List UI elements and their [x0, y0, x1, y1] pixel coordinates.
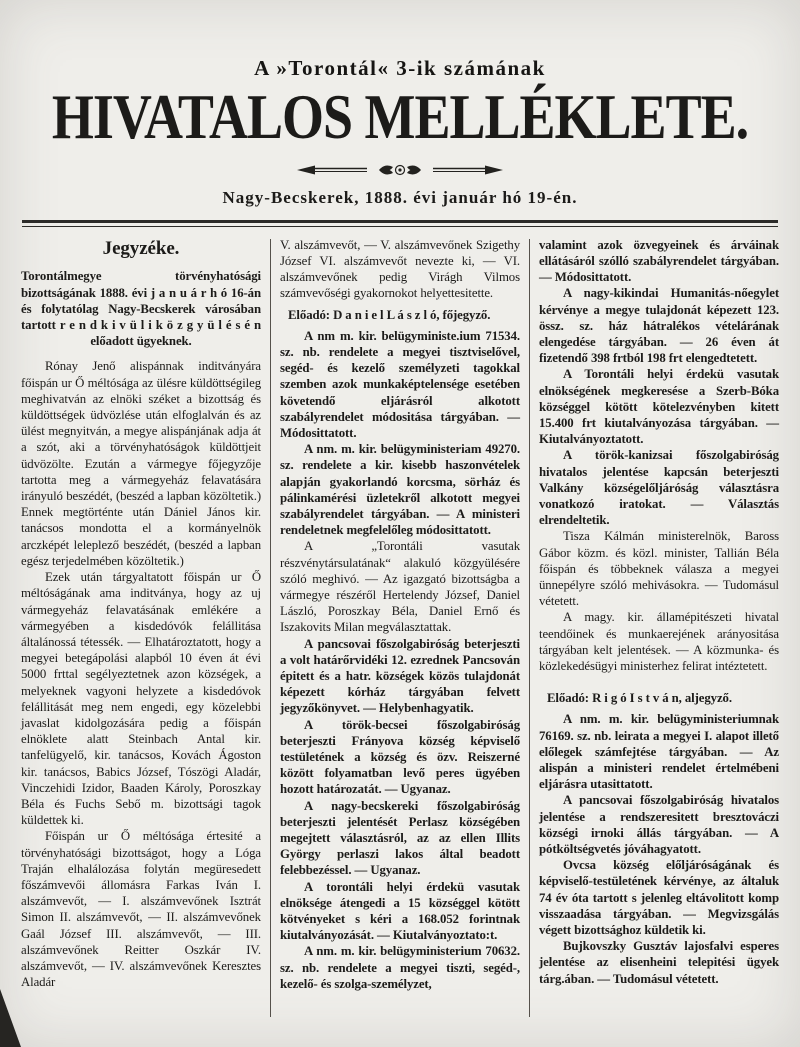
paragraph: Torontálmegye törvényhatósági bizottságának 1888. évi j a n u á r h ó 16-án és folytatólag Nagy-Becskerek városában tartott r e n d k i v ü l i k ö z g y ü l é s é n előadott ügyeknek. [21, 269, 261, 349]
paragraph: A Torontáli helyi érdekü vasutak elnökségének megkeresése a Szerb-Bóka községgel kötött kötelezvényben kitett 15.400 frt kiutalványozása tárgyában. — Kiutalványoztatott. [539, 367, 779, 447]
paragraph: A magy. kir. államépitészeti hivatal teendőinek és munkaerejének arányositása tárgyában kelt jelentések. — A közmunka- és közlekedésügyi ministerhez felirat intéztetett. [539, 610, 779, 673]
paragraph: Ezek után tárgyaltatott főispán ur Ő méltóságának ama inditványa, hogy az uj vármegyeház felavatásának emlékére a vármegyében a kisdedóvók felállitása általánossá tétessék. — Elhatároztatott, hogy a megyei betegápolási alapból 10 éven át évi 5000 frttal segélyeztetnek azon községek, a melyeknek vagyoni helyzete a kisdedóvok felállitását meg nem engedi, egy közelebbi javaslat kidolgozására pedig a főispán elnöklete alatt Steinbach Antal kir. tanfelügyelő, kir. tanácsos, Kovách Ágoston kir. tanácsos, Babics József, Tószögi Aladár, Vinczehidi Izidor, Baaden Károly, Poroszkay Béla és Fuchs Sebő m. bizottsági tagok küldettek ki. [21, 570, 261, 828]
column-left [12, 237, 270, 1017]
issue-line: A »Torontál« 3-ik számának [254, 56, 546, 80]
paragraph: A török-becsei főszolgabiróság beterjeszti Frányova község képviselő testületének a község és özv. Reiszerné között folyamatban levő peres ügyében hozott határozatát. — Ugyanaz. [280, 717, 520, 797]
paragraph: V. alszámvevőt, — V. alszámvevőnek Szigethy József VI. alszámvevőt nevezte ki, — VI. alszámvevőnek pedig Virágh Vilmos számvevőségi gyakornokot helyettesitette. [280, 237, 520, 301]
page-title: HIVATALOS MELLÉKLETE. [51, 81, 749, 153]
list-heading: Jegyzéke. [102, 237, 180, 259]
presenter-line: Előadó: R i g ó I s t v á n, aljegyző. [547, 691, 732, 706]
paragraph: A pancsovai főszolgabiróság hivatalos jelentése a rendszeresitett bresztováczi községi irnoki állás tárgyában. — A pótköltségvetés jóváhagyatott. [539, 793, 779, 856]
paragraph: Tisza Kálmán ministerelnök, Baross Gábor közm. és közl. minister, Tallián Béla főispán és többeknek válasza a megyei ünnepélyre szóló mehivásokra. — Tudomásul vétetett. [539, 529, 779, 609]
masthead [0, 0, 800, 227]
paragraph: A „Torontáli vasutak részvénytársulatának“ alakuló közgyülésére szóló meghivó. — Az igazgató bizottságba a vármegye részéről Hertelendy József, Daniel László, Poroszkay Béla, Daniel Ernő és Iszakovits Milan megválasztattak. [280, 539, 520, 635]
presenter-line: Előadó: D a n i e l L á s z l ó, főjegyző. [288, 307, 491, 322]
paragraph: A nm m. kir. belügyministe.ium 71534. sz. nb. rendelete a megyei tisztviselővel, segéd- és kezelő személyzeti tagokkal szemben azok munkaképtelensége esetében követendő eljárásról alkotott szabályrendelet módositása tárgyában. — Módosittatott. [280, 328, 520, 440]
paragraph: A nm. m. kir. belügyministeriumnak 76169. sz. nb. leirata a megyei I. alapot illető előlegek számfejtése tárgyában. — Az alispán a ministeri rendelet értelmébeni eljárásra utasittatott. [539, 712, 779, 792]
paragraph: A nagy-kikindai Humanitás-nőegylet kérvénye a megye tulajdonát képezett 123. össz. sz. ház hátralékos vételárának elengedése tárgyában. — 26 éven át fizetendő 398 frtból 198 frt elengedtetett. [539, 286, 779, 366]
paragraph: A torontáli helyi érdekü vasutak elnöksége átengedi a 15 községgel kötött kötvényeket s kéri a 168.052 forintnak kiutalványozását. — Kiutalványoztato:t. [280, 879, 520, 943]
floral-arrow-divider-icon [295, 160, 505, 180]
column-right [530, 237, 788, 1017]
paragraph: Rónay Jenő alispánnak inditványára főispán ur Ő méltósága az ülésre küldöttségileg meghivatván az elnöki széket a bizottság és küldöttségek üdvözlése után elfoglalván és az ülést megnyitván, a megye alispánjának adja át a szót, aki a törvényhatóságok küldöttjeit üdvözölte. Ezután a vármegye főjegyzője tartotta meg a vármegyeház felavatására irányuló beszédét, (beszéd a lapban közöltetik.) Ennek megtörténte után Dániel János kir. tanácsos mondotta el a kormányelnök arczképét leleplező beszédét, (beszéd a lapban egész terjedelmében közöltetik.) [21, 359, 261, 568]
header-rule [22, 220, 778, 227]
paragraph: valamint azok özvegyeinek és árváinak ellátásáról szólló szabályrendelet tárgyában. — Módosittatott. [539, 237, 779, 285]
dateline: Nagy-Becskerek, 1888. évi január hó 19-én. [222, 187, 578, 207]
paragraph: Bujkovszky Gusztáv lajosfalvi esperes jelentése az elisenheini telepitési ügyek tárg.ában. — Tudomásul vétetett. [539, 939, 779, 986]
content-columns [0, 227, 800, 1017]
paragraph: Ovcsa község előljáróságának és képviselő-testületének kérvénye, az általuk 74 év óta tartott s jelenleg eltávolitott komp visszaadása tárgyában. — Megvizsgálás végett bizottsághoz küldetik ki. [539, 858, 779, 938]
scan-artifact [0, 989, 21, 1047]
paragraph: A nagy-becskereki főszolgabiróság beterjeszti jelentését Perlasz községében megejtett választásról, az az ellen Illits György perlaszi lakos által beadott felebbezéssel. — Ugyanaz. [280, 798, 520, 878]
paragraph: A nm. m. kir. belügyministerium 70632. sz. nb. rendelete a megyei tiszti, segéd-, kezelő- és szolga-személyzet, [280, 944, 520, 991]
paragraph: A pancsovai főszolgabiróság beterjeszti a volt határőrvidéki 12. ezrednek Pancsován épitett és a hatr. községek közös tulajdonát képezett kórház tárgyában felvett jegyzőkönyvet. — Helybenhagyatik. [280, 636, 520, 716]
column-center [271, 237, 529, 1017]
paragraph: Főispán ur Ő méltósága értesité a törvényhatósági bizottságot, hogy a Lóga Traján elhalálozása folytán megüresedett főszámvevői állomásra Farkas Iván I. alszámvevőt, — I. alszámvevőnek Isztrát Simon II. alszámvevőt, — II. alszámvevőnek Gaál József III. alszámvevőt, — III. alszámvevőnek Reitter Oszkár IV. alszámvevőt, — IV. alszámvevőnek Keresztes Aladár [21, 829, 261, 990]
paragraph: A török-kanizsai főszolgabiróság hivatalos jelentése kapcsán beterjeszti Valkány községelőljáróság választásra vonatkozó iratokat. — Választás elrendeltetik. [539, 448, 779, 528]
paragraph: A nm. m. kir. belügyministeriam 49270. sz. rendelete a kir. kisebb haszonvételek alapján gyakorlandó korcsma, sörház és pálinkamérési üzletekről alkotott megyei szabályrendelet tárgyában. — A ministeri rendeletnek megfelelőleg módosittatott. [280, 442, 520, 538]
